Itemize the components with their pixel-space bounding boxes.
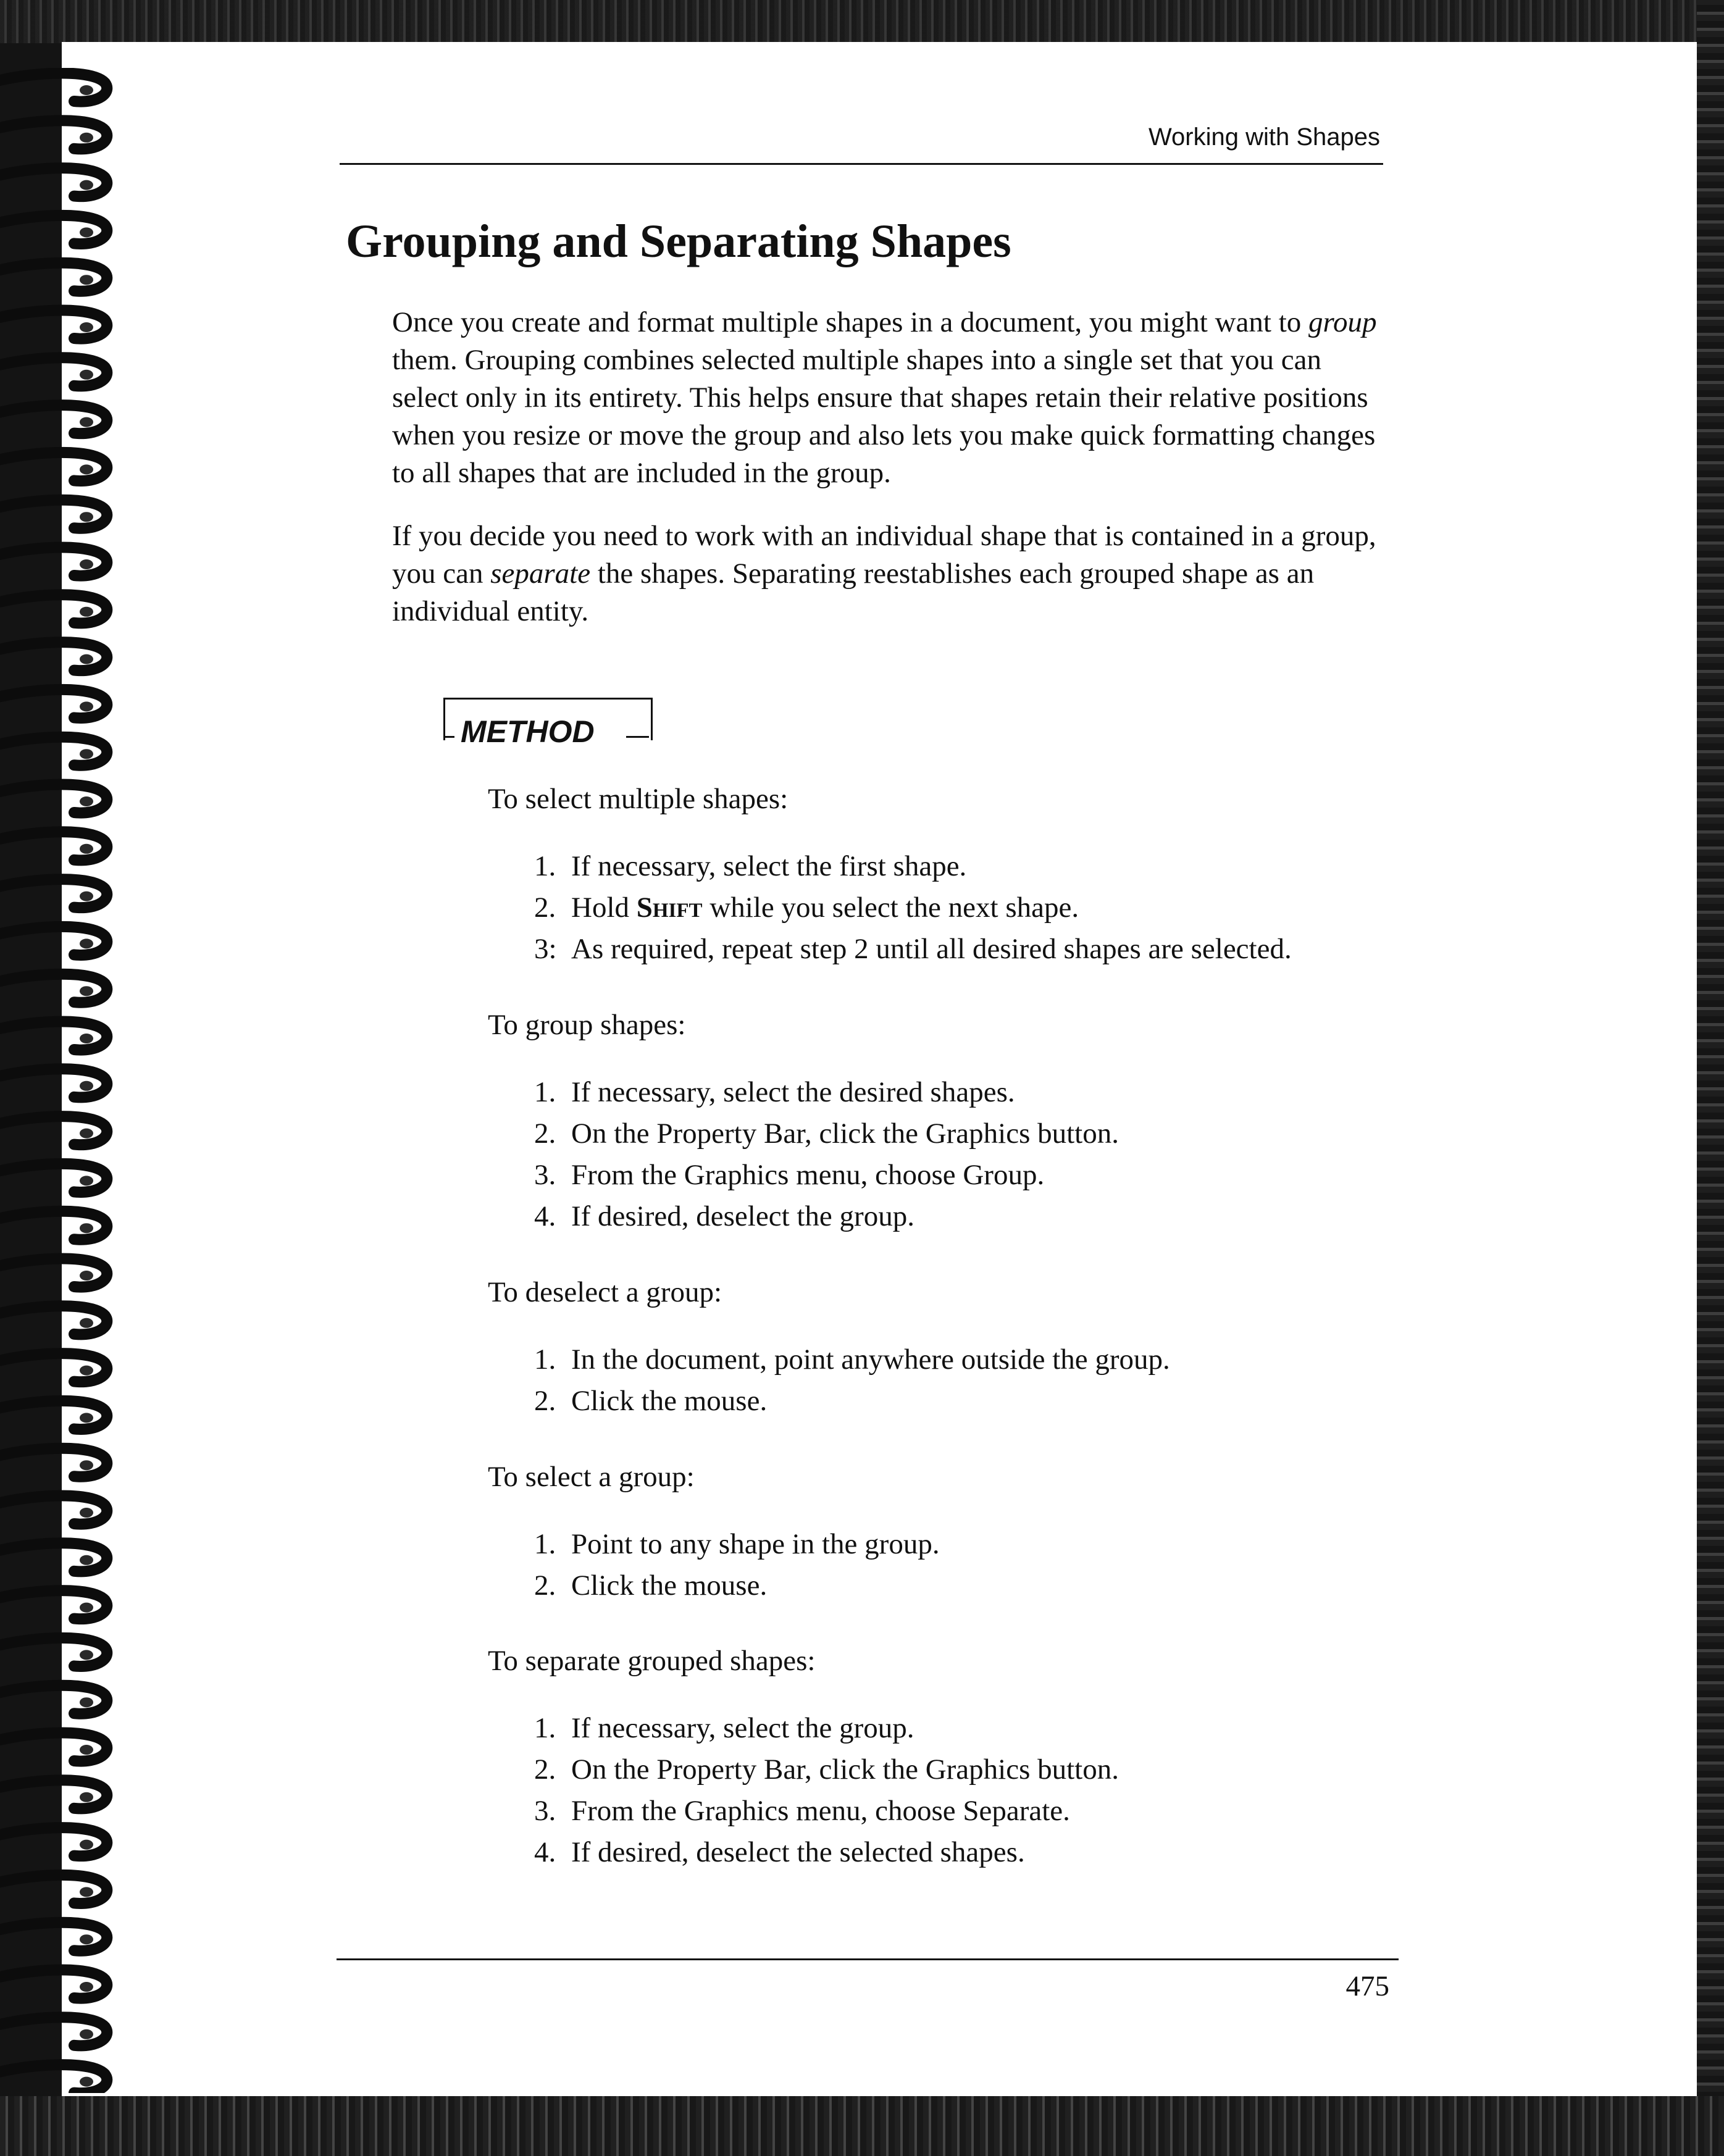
list-item: 3: As required, repeat step 2 until all desired shapes are selected. [534, 933, 1292, 965]
list-item: 1. Point to any shape in the group. [534, 1528, 940, 1560]
section-intro: To select multiple shapes: [488, 783, 789, 815]
section-separate-shapes [488, 1642, 1414, 1873]
spiral-hole [80, 1508, 93, 1518]
section-intro: To group shapes: [488, 1009, 686, 1041]
spiral-hole [80, 1792, 93, 1802]
spiral-hole [80, 1413, 93, 1423]
spiral-hole [80, 464, 93, 474]
list-item: 2. On the Property Bar, click the Graphics button. [534, 1753, 1119, 1786]
list-item: 1. In the document, point anywhere outside the group. [534, 1343, 1170, 1376]
spiral-hole [80, 227, 93, 237]
list-item: 3. From the Graphics menu, choose Group. [534, 1159, 1045, 1191]
spiral-hole [80, 1034, 93, 1043]
list-item: 2. Click the mouse. [534, 1569, 768, 1602]
method-label: METHOD [454, 710, 601, 753]
list-item: 2. Hold Shift while you select the next shape. [534, 892, 1079, 924]
list-item: 4. If desired, deselect the selected shapes. [534, 1836, 1025, 1868]
spiral-hole [80, 85, 93, 95]
spiral-hole [80, 133, 93, 143]
list-item: 2. Click the mouse. [534, 1385, 768, 1417]
steps-list [488, 1339, 1414, 1422]
list-item: 2. On the Property Bar, click the Graphics button. [534, 1118, 1119, 1150]
spiral-hole [80, 1223, 93, 1233]
scan-border-bottom [0, 2096, 1724, 2156]
page-number: 475 [1345, 1970, 1389, 2002]
spiral-hole [80, 1745, 93, 1755]
spiral-hole [80, 1271, 93, 1281]
spiral-hole [80, 1603, 93, 1613]
spiral-hole [80, 2077, 93, 2087]
key-name: Shift [636, 892, 703, 924]
spiral-hole [80, 322, 93, 332]
spiral-binding [0, 68, 123, 2093]
spiral-hole [80, 607, 93, 617]
section-select-multiple [488, 780, 1414, 970]
list-item: 1. If necessary, select the first shape. [534, 850, 967, 882]
steps-list [488, 846, 1414, 970]
spiral-hole [80, 1934, 93, 1944]
spiral-hole [80, 1840, 93, 1850]
spiral-hole [80, 1081, 93, 1091]
spiral-hole [80, 1697, 93, 1707]
spiral-hole [80, 559, 93, 569]
list-item: 1. If necessary, select the group. [534, 1712, 914, 1744]
spiral-hole [80, 1982, 93, 1992]
spiral-hole [80, 180, 93, 190]
spiral-hole [80, 1366, 93, 1376]
spiral-hole [80, 654, 93, 664]
spiral-hole [80, 892, 93, 901]
spiral-hole [80, 1176, 93, 1185]
list-item: 3. From the Graphics menu, choose Separate. [534, 1795, 1070, 1827]
spiral-hole [80, 512, 93, 522]
section-intro: To deselect a group: [488, 1276, 722, 1308]
emphasis-group: group [1308, 306, 1377, 338]
intro-paragraph-2: If you decide you need to work with an individual shape that is contained in a group, you can separate the shapes. Separating reestablishes each grouped shape as an individual entity. [392, 520, 1376, 627]
method-rule-right [626, 736, 649, 738]
spiral-hole [80, 749, 93, 759]
header-rule [340, 163, 1383, 165]
section-deselect-group [488, 1274, 1414, 1422]
footer-rule [337, 1958, 1399, 1960]
spiral-hole [80, 1129, 93, 1139]
section-group-shapes [488, 1006, 1414, 1237]
list-item: 1. If necessary, select the desired shapes. [534, 1076, 1015, 1108]
spiral-hole [80, 1650, 93, 1660]
section-intro: To separate grouped shapes: [488, 1645, 816, 1677]
scan-border-top [0, 0, 1724, 43]
section-select-group [488, 1458, 1414, 1607]
spiral-hole [80, 2029, 93, 2039]
spiral-hole [80, 938, 93, 948]
page-title: Grouping and Separating Shapes [346, 215, 1011, 267]
spiral-hole [80, 844, 93, 854]
intro-paragraph-1: Once you create and format multiple shapes in a document, you might want to group them. Grouping combines selected multiple shapes into a single set that you can select only in its entirety. This helps ensure that shapes retain their relative positions when you resize or move the group and also lets you make quick formatting changes to all shapes that are included in the group. [392, 306, 1377, 489]
spiral-hole [80, 796, 93, 806]
spiral-hole [80, 1318, 93, 1328]
spiral-hole [80, 370, 93, 380]
running-head: Working with Shapes [1149, 123, 1380, 151]
spiral-hole [80, 1887, 93, 1897]
section-intro: To select a group: [488, 1461, 695, 1493]
spiral-hole [80, 275, 93, 285]
spiral-hole [80, 417, 93, 427]
emphasis-separate: separate [490, 558, 591, 590]
steps-list [488, 1072, 1414, 1237]
steps-list [488, 1524, 1414, 1607]
list-item: 4. If desired, deselect the group. [534, 1200, 914, 1232]
spiral-hole [80, 1460, 93, 1470]
spiral-hole [80, 986, 93, 996]
steps-list [488, 1708, 1414, 1873]
scan-border-right [1697, 0, 1724, 2156]
spiral-hole [80, 1555, 93, 1565]
spiral-hole [80, 701, 93, 711]
